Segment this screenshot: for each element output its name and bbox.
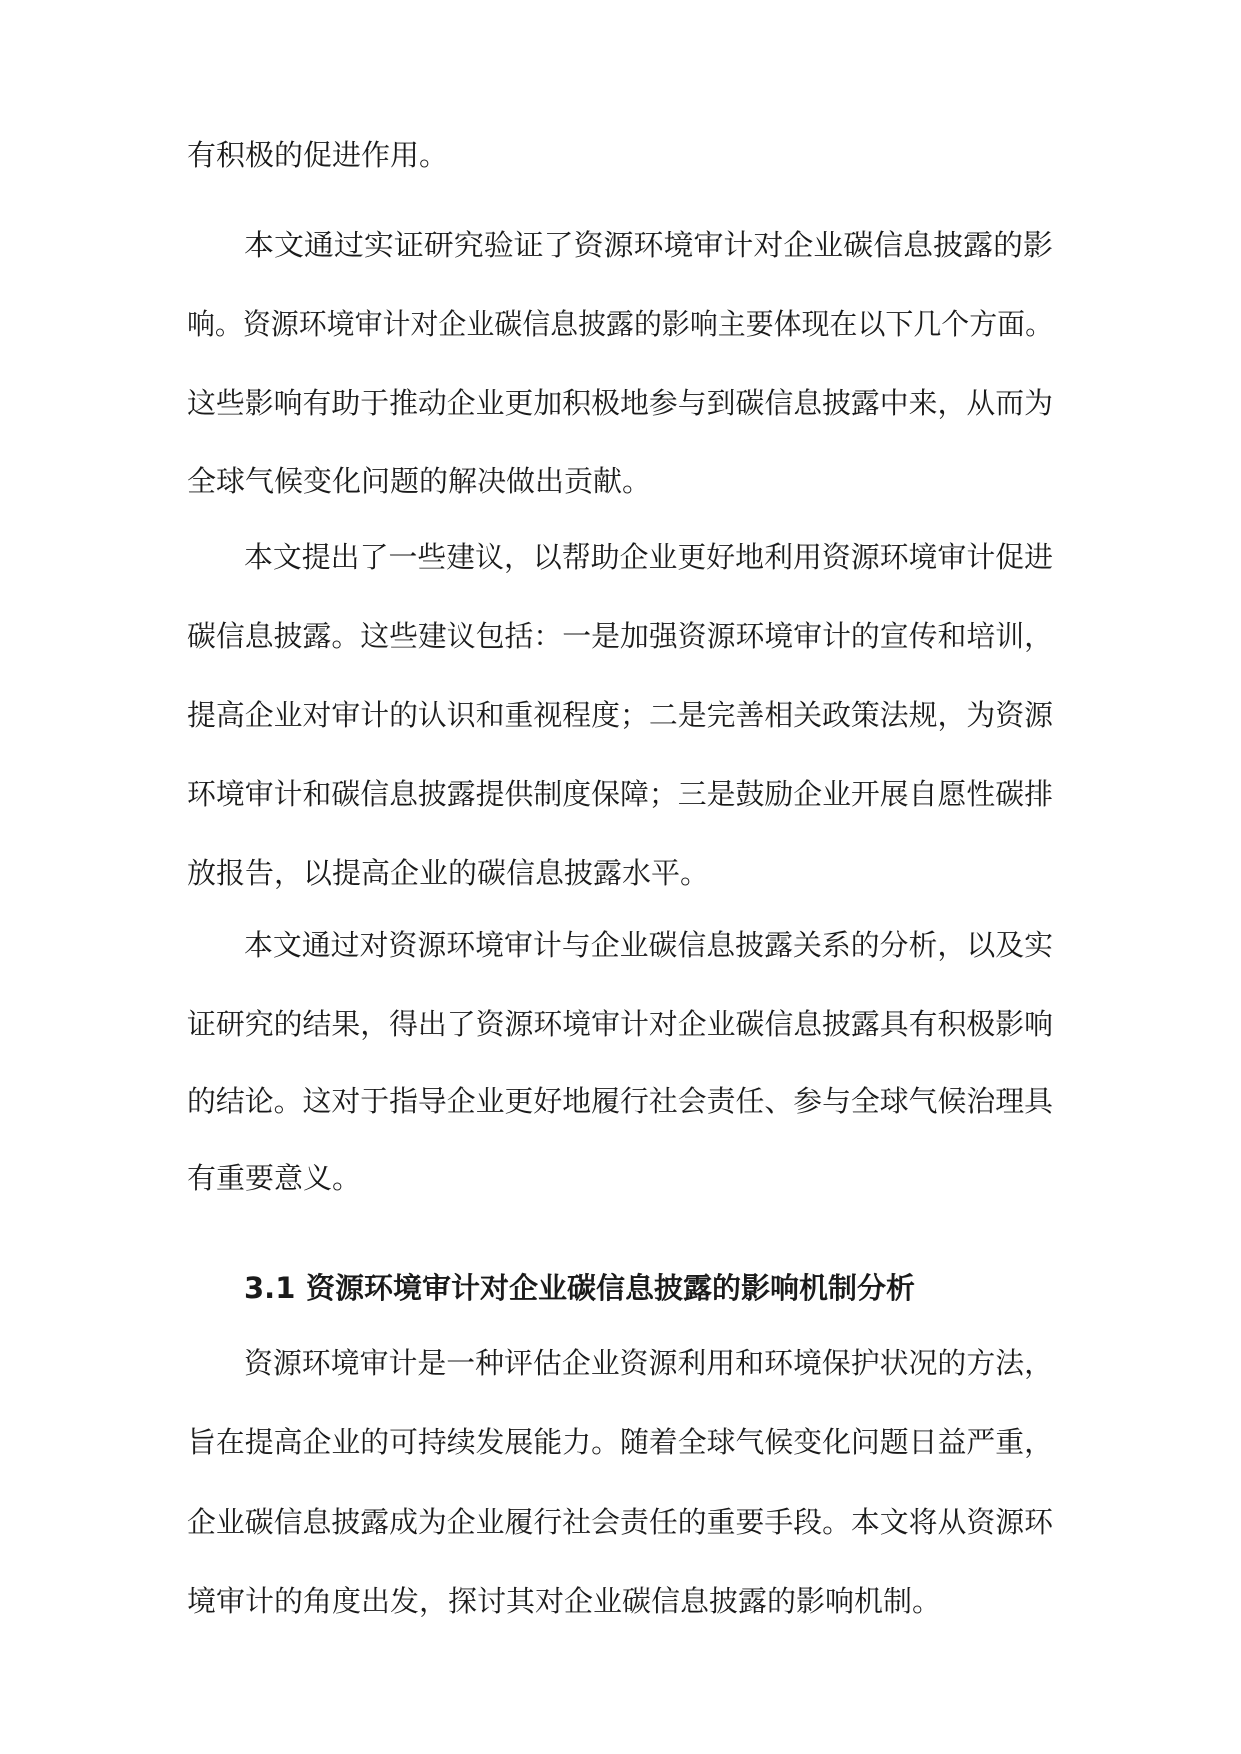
text-line-content: 全球气候变化问题的解决做出贡献。: [187, 464, 652, 498]
text-line-content: 环境审计和碳信息披露提供制度保障；三是鼓励企业开展自愿性碳排: [187, 777, 1054, 811]
text-line-content: 碳信息披露。这些建议包括：一是加强资源环境审计的宣传和培训，: [187, 619, 1054, 653]
text-line: [0, 1004, 1241, 1044]
text-line: [0, 537, 1241, 577]
text-line-content: 的结论。这对于指导企业更好地履行社会责任、参与全球气候治理具: [187, 1084, 1054, 1118]
text-line: [0, 1502, 1241, 1542]
text-line: [0, 1158, 1241, 1198]
text-line: [0, 695, 1241, 735]
section-heading: [0, 1268, 1241, 1308]
text-line: [0, 461, 1241, 501]
text-line-content: 有积极的促进作用。: [187, 138, 449, 172]
text-line: [0, 304, 1241, 344]
text-line-content: 有重要意义。: [187, 1161, 362, 1195]
text-line-content: 本文通过对资源环境审计与企业碳信息披露关系的分析，以及实: [244, 928, 1054, 962]
text-line: [0, 853, 1241, 893]
text-line: [0, 774, 1241, 814]
text-line: [0, 1581, 1241, 1621]
text-line: [0, 383, 1241, 423]
text-line-content: 证研究的结果，得出了资源环境审计对企业碳信息披露具有积极影响: [187, 1007, 1054, 1041]
text-line-content: 资源环境审计是一种评估企业资源利用和环境保护状况的方法，: [244, 1346, 1054, 1380]
text-line: [0, 925, 1241, 965]
section-number: 3.1: [244, 1271, 296, 1305]
text-line: [0, 1343, 1241, 1383]
text-line-content: 提高企业对审计的认识和重视程度；二是完善相关政策法规，为资源: [187, 698, 1054, 732]
text-line-content: 企业碳信息披露成为企业履行社会责任的重要手段。本文将从资源环: [187, 1505, 1054, 1539]
text-line-content: 响。资源环境审计对企业碳信息披露的影响主要体现在以下几个方面。: [187, 307, 1054, 341]
text-line-content: 旨在提高企业的可持续发展能力。随着全球气候变化问题日益严重，: [187, 1425, 1054, 1459]
text-line: [0, 135, 1241, 175]
text-line-content: 境审计的角度出发，探讨其对企业碳信息披露的影响机制。: [187, 1584, 942, 1618]
section-title: 资源环境审计对企业碳信息披露的影响机制分析: [306, 1271, 916, 1305]
text-line-content: 本文通过实证研究验证了资源环境审计对企业碳信息披露的影: [244, 228, 1054, 262]
text-line: [0, 1422, 1241, 1462]
text-line: [0, 1081, 1241, 1121]
text-line-content: 本文提出了一些建议，以帮助企业更好地利用资源环境审计促进: [244, 540, 1054, 574]
text-line: [0, 225, 1241, 265]
text-line: [0, 616, 1241, 656]
text-line-content: 这些影响有助于推动企业更加积极地参与到碳信息披露中来，从而为: [187, 386, 1054, 420]
text-line-content: 放报告，以提高企业的碳信息披露水平。: [187, 856, 710, 890]
